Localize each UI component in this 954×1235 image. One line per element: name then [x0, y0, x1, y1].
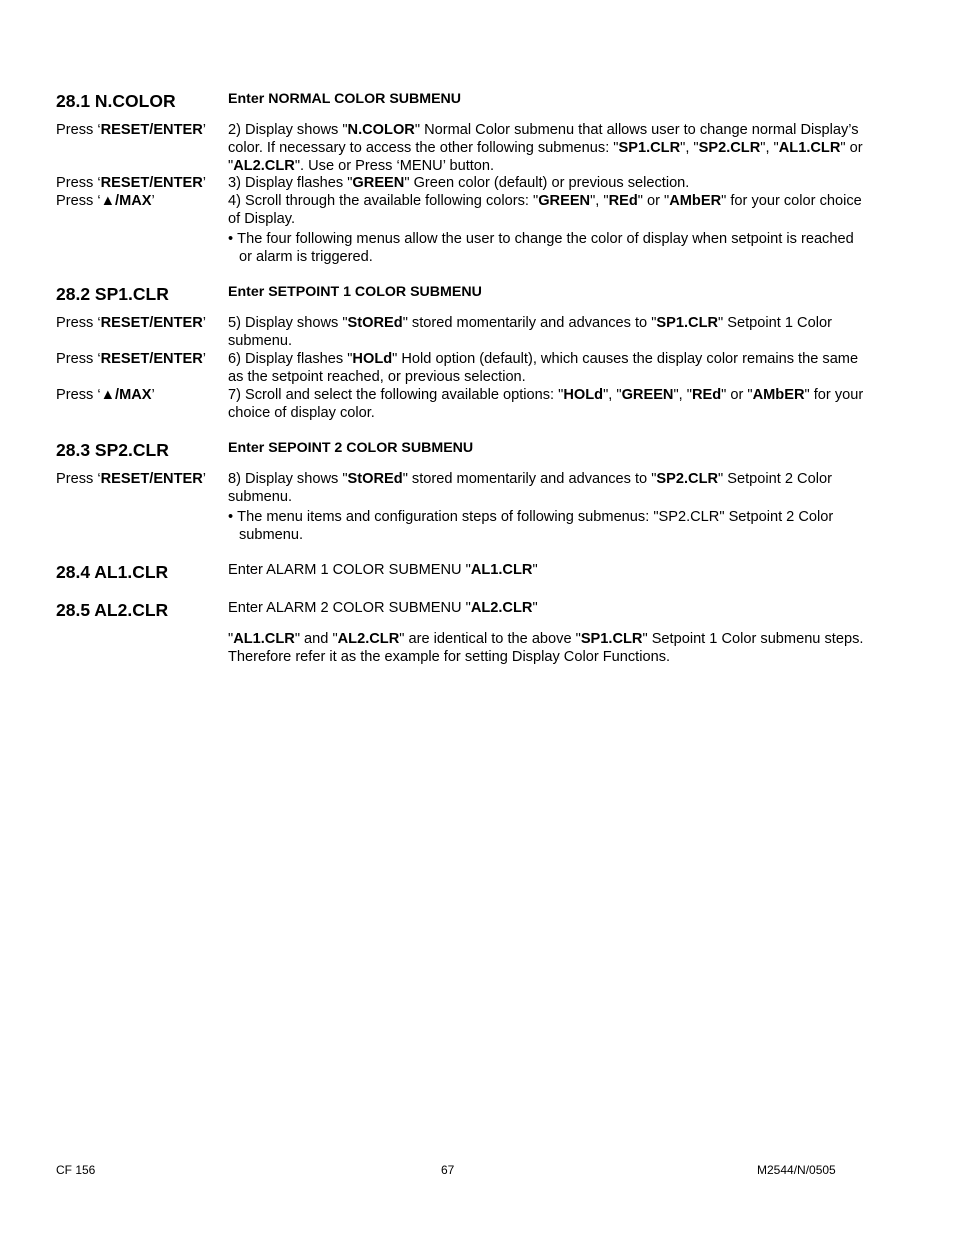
- step-4-text: 4) Scroll through the available following colors: "GREEN", "REd" or "AMbER" for your color choice of Display.: [228, 193, 862, 227]
- press-instruction: Press ‘RESET/ENTER’: [56, 351, 207, 367]
- footer-document-code: CF 156: [56, 1163, 96, 1177]
- section-heading-28-2: 28.2 SP1.CLR: [56, 284, 169, 304]
- section-subtitle-28-4: Enter ALARM 1 COLOR SUBMENU "AL1.CLR": [228, 562, 538, 578]
- step-8-text: 8) Display shows "StOREd" stored momentarily and advances to "SP2.CLR" Setpoint 2 Color submenu.: [228, 471, 832, 505]
- section-subtitle-28-1: Enter NORMAL COLOR SUBMENU: [228, 91, 462, 107]
- footer-page-number: 67: [441, 1163, 455, 1177]
- step-3-text: 3) Display flashes "GREEN" Green color (default) or previous selection.: [228, 175, 690, 191]
- step-2-text: 2) Display shows "N.COLOR" Normal Color submenu that allows user to change normal Display’s color. If necessary to access the other following submenus: "SP1.CLR", "SP2.CLR", "AL1.CLR" or "AL2.CLR". Use or Press ‘MENU’ button.: [228, 122, 863, 174]
- press-instruction: Press ‘▲/MAX’: [56, 387, 155, 403]
- section-subtitle-28-5: Enter ALARM 2 COLOR SUBMENU "AL2.CLR": [228, 600, 538, 616]
- press-instruction: Press ‘RESET/ENTER’: [56, 122, 207, 138]
- bullet-note: • The four following menus allow the user to change the color of display when setpoint is reached or alarm is triggered.: [228, 231, 854, 265]
- section-subtitle-28-2: Enter SETPOINT 1 COLOR SUBMENU: [228, 284, 482, 300]
- press-instruction: Press ‘▲/MAX’: [56, 193, 155, 209]
- section-heading-28-3: 28.3 SP2.CLR: [56, 440, 169, 460]
- section-heading-28-4: 28.4 AL1.CLR: [56, 562, 169, 582]
- press-instruction: Press ‘RESET/ENTER’: [56, 175, 207, 191]
- step-7-text: 7) Scroll and select the following available options: "HOLd", "GREEN", "REd" or "AMbER" for your choice of display color.: [228, 387, 864, 421]
- section-subtitle-28-3: Enter SEPOINT 2 COLOR SUBMENU: [228, 440, 474, 456]
- footer-revision-code: M2544/N/0505: [757, 1163, 836, 1177]
- step-5-text: 5) Display shows "StOREd" stored momentarily and advances to "SP1.CLR" Setpoint 1 Color submenu.: [228, 315, 832, 349]
- press-instruction: Press ‘RESET/ENTER’: [56, 471, 207, 487]
- section-heading-28-1: 28.1 N.COLOR: [56, 91, 176, 111]
- bullet-note: • The menu items and configuration steps of following submenus: "SP2.CLR" Setpoint 2 Color submenu.: [228, 509, 834, 543]
- press-instruction: Press ‘RESET/ENTER’: [56, 315, 207, 331]
- closing-paragraph: "AL1.CLR" and "AL2.CLR" are identical to the above "SP1.CLR" Setpoint 1 Color submenu steps. Therefore refer it as the example for setting Display Color Functions.: [228, 631, 864, 665]
- section-heading-28-5: 28.5 AL2.CLR: [56, 600, 169, 620]
- step-6-text: 6) Display flashes "HOLd" Hold option (default), which causes the display color remains the same as the setpoint reached, or previous selection.: [228, 351, 859, 385]
